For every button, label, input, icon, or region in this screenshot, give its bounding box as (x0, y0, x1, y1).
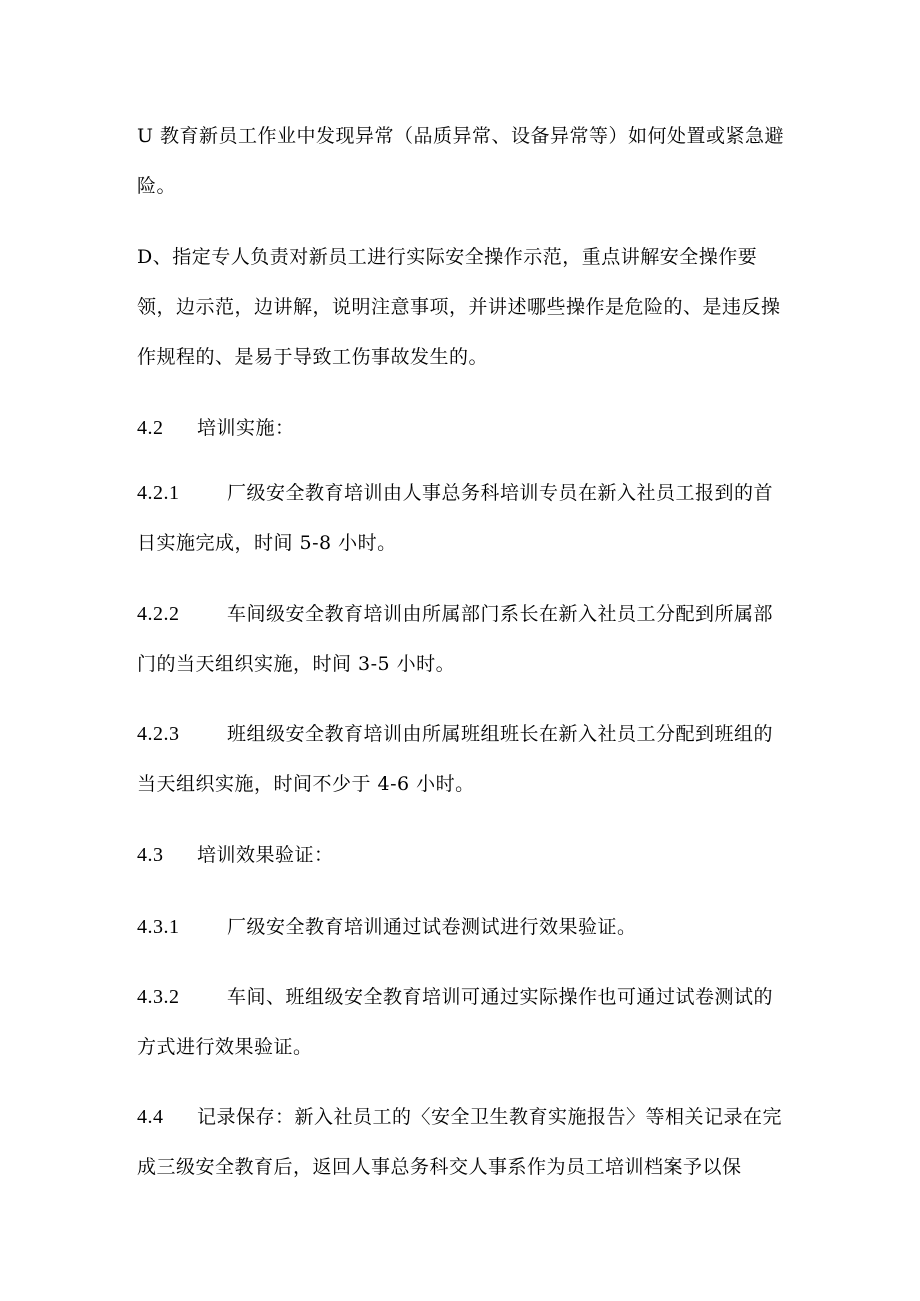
clause-4-2-1 (137, 468, 787, 568)
section-title: 培训实施： (197, 417, 295, 439)
section-4-4-records (137, 1092, 787, 1192)
clause-text: 班组级安全教育培训由所属班组班长在新入社员工分配到班组的当天组织实施，时间不少于 4-6 小时。 (137, 723, 774, 795)
clause-4-2-3 (137, 709, 787, 809)
clause-4-2-2 (137, 589, 787, 689)
paragraph-text: U 教育新员工作业中发现异常（品质异常、设备异常等）如何处置或紧急避险。 (137, 125, 785, 197)
clause-number: 4.2.2 (137, 603, 180, 625)
clause-text: 厂级安全教育培训通过试卷测试进行效果验证。 (227, 916, 637, 938)
paragraph-handling-abnormalities (137, 111, 787, 211)
clause-number: 4.3.1 (137, 916, 180, 938)
section-number: 4.2 (137, 417, 164, 439)
section-number: 4.4 (137, 1106, 164, 1128)
clause-text: 车间级安全教育培训由所属部门系长在新入社员工分配到所属部门的当天组织实施，时间 3-5 小时。 (137, 603, 774, 675)
clause-text: 厂级安全教育培训由人事总务科培训专员在新入社员工报到的首日实施完成，时间 5-8 小时。 (137, 482, 774, 554)
section-title: 培训效果验证： (197, 844, 334, 866)
section-number: 4.3 (137, 844, 164, 866)
paragraph-d-safety-demonstration (137, 232, 787, 382)
section-4-3-heading (137, 830, 787, 880)
clause-4-3-1 (137, 902, 787, 952)
section-text: 记录保存：新入社员工的〈安全卫生教育实施报告〉等相关记录在完成三级安全教育后，返回人事总务科交人事系作为员工培训档案予以保 (137, 1106, 783, 1178)
section-4-2-heading (137, 403, 787, 453)
clause-number: 4.2.1 (137, 482, 180, 504)
paragraph-text: D、指定专人负责对新员工进行实际安全操作示范，重点讲解安全操作要领，边示范，边讲解，说明注意事项，并讲述哪些操作是危险的、是违反操作规程的、是易于导致工伤事故发生的。 (137, 246, 781, 368)
clause-number: 4.3.2 (137, 986, 180, 1008)
clause-number: 4.2.3 (137, 723, 180, 745)
clause-text: 车间、班组级安全教育培训可通过实际操作也可通过试卷测试的方式进行效果验证。 (137, 986, 774, 1058)
clause-4-3-2 (137, 972, 787, 1072)
